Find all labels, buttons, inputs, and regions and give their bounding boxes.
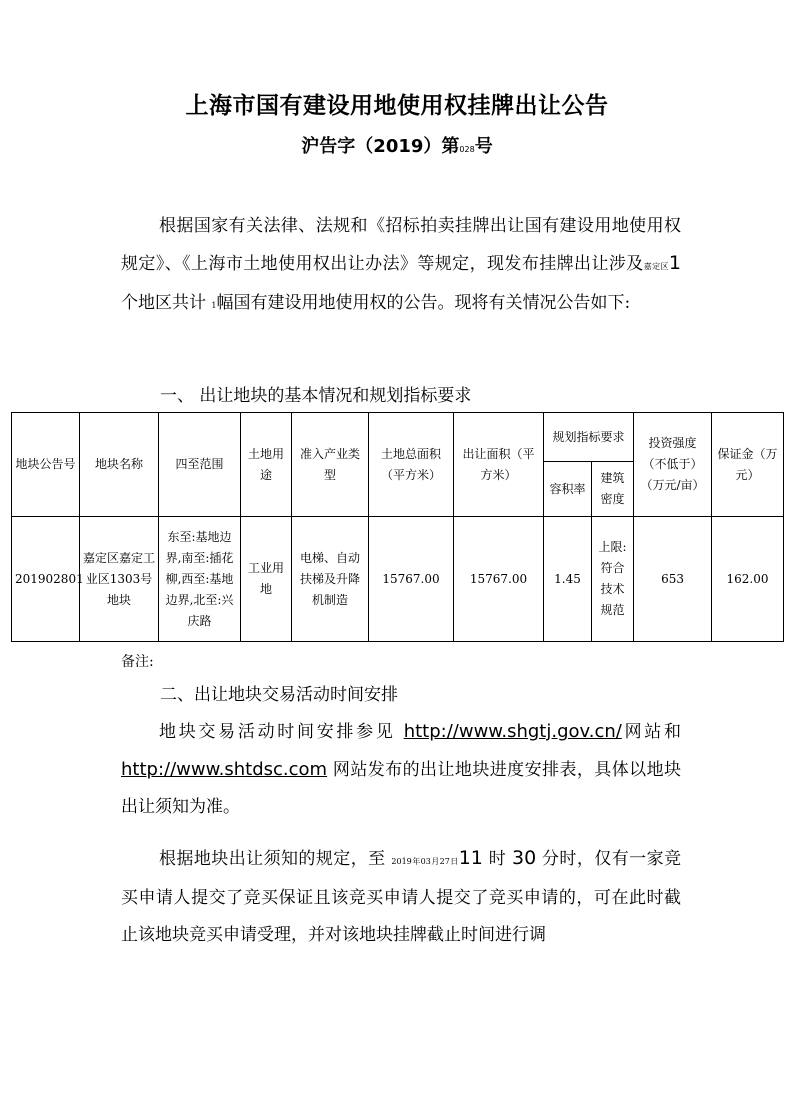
- cell-total-area: 15767.00: [369, 517, 454, 642]
- schedule-text-2: 网站和: [621, 722, 682, 742]
- intro-parcel-count: 1: [211, 301, 217, 310]
- deadline-minute: 30: [511, 847, 537, 869]
- document-number-value: 028: [459, 145, 475, 154]
- intro-region-count: 1: [668, 252, 682, 274]
- intro-text-4: 幅国有建设用地使用权的公告。现将有关情况公告如下:: [216, 293, 631, 313]
- header-parcel-name: 地块名称: [80, 413, 159, 517]
- header-industry: 准入产业类型: [292, 413, 369, 517]
- section-1-heading: 一、 出让地块的基本情况和规划指标要求: [160, 386, 472, 406]
- table-note-label: 备注:: [121, 654, 154, 670]
- shgtj-link[interactable]: http://www.shgtj.gov.cn/: [403, 721, 622, 742]
- header-parcel-code: 地块公告号: [12, 413, 80, 517]
- intro-text-1: 根据国家有关法律、法规和《招标拍卖挂牌出让国有建设用地使用权规定》、《上海市土地使用权出让办法》等规定，现发布挂牌出让涉及: [121, 216, 681, 274]
- header-sale-area: 出让面积（平方米）: [454, 413, 544, 517]
- document-title: 上海市国有建设用地使用权挂牌出让公告: [185, 93, 609, 119]
- cell-parcel-name: 嘉定区嘉定工业区1303号地块: [80, 517, 159, 642]
- header-planning-group: 规划指标要求: [544, 413, 634, 462]
- header-total-area: 土地总面积（平方米）: [369, 413, 454, 517]
- document-number-prefix: 沪告字（2019）第: [301, 136, 460, 157]
- deadline-hour: 11: [458, 847, 483, 869]
- schedule-text-1: 地块交易活动时间安排参见: [159, 722, 404, 742]
- deadline-date: 2019年03月27日: [391, 857, 459, 866]
- section-2-heading: 二、出让地块交易活动时间安排: [160, 685, 398, 705]
- header-far: 容积率: [544, 462, 592, 517]
- cell-industry: 电梯、自动扶梯及升降机制造: [292, 517, 369, 642]
- cell-sale-area: 15767.00: [454, 517, 544, 642]
- document-number-suffix: 号: [474, 136, 493, 157]
- deadline-text-3: 分时，仅有一家竞买申请人提交了竞买保证且该竞买申请人提交了竞买申请的，可在此时截止该地块竞买申请受理，并对该地块挂牌截止时间进行调: [121, 849, 682, 945]
- header-boundary: 四至范围: [159, 413, 241, 517]
- schedule-paragraph: [121, 713, 681, 826]
- cell-investment: 653: [634, 517, 712, 642]
- parcel-table: [11, 412, 784, 642]
- deadline-paragraph: [121, 840, 681, 954]
- header-investment: 投资强度（不低于）（万元/亩）: [634, 413, 712, 517]
- cell-land-use: 工业用地: [241, 517, 292, 642]
- intro-text-3: 个地区共计: [121, 293, 212, 313]
- header-deposit: 保证金（万元）: [712, 413, 784, 517]
- shtdsc-link[interactable]: http://www.shtdsc.com: [121, 759, 328, 780]
- cell-boundary: 东至:基地边界,南至:插花柳,西至:基地边界,北至:兴庆路: [159, 517, 241, 642]
- deadline-text-1: 根据地块出让须知的规定，至: [159, 849, 392, 869]
- document-number: [0, 132, 794, 158]
- schedule-text-3: 网站发布的出让地块进度安排表，具体以地块出让须知为准。: [121, 760, 681, 817]
- intro-paragraph: [121, 208, 681, 324]
- header-density: 建筑密度: [592, 462, 634, 517]
- cell-density: 上限:符合技术规范: [592, 517, 634, 642]
- header-land-use: 土地用途: [241, 413, 292, 517]
- cell-far: 1.45: [544, 517, 592, 642]
- deadline-text-2: 时: [482, 849, 512, 869]
- intro-district: 嘉定区: [643, 262, 669, 271]
- cell-deposit: 162.00: [712, 517, 784, 642]
- cell-parcel-code: 201902801: [12, 517, 80, 642]
- table-row: [12, 517, 784, 642]
